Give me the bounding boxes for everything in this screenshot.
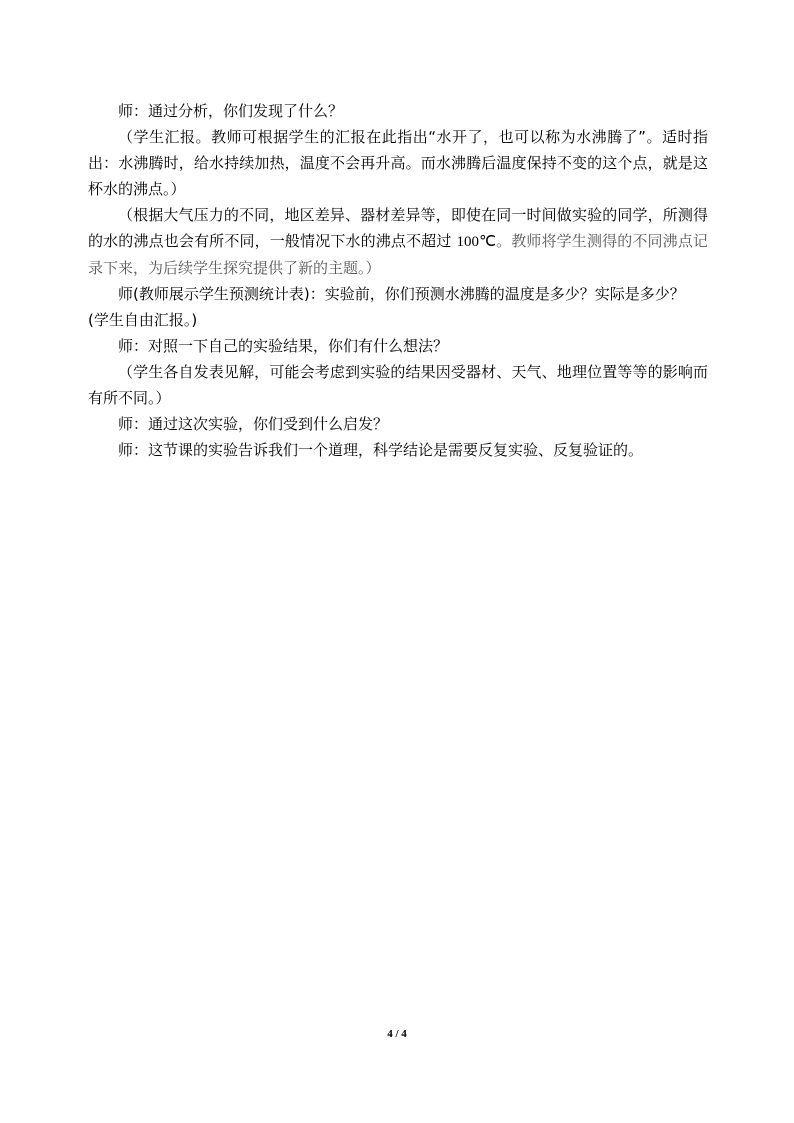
paragraph-boiling-point-variation: （根据大气压力的不同，地区差异、器材差异等，即使在同一时间做实验的同学，所测得的水的沸点也会有所不同，一般情况下水的沸点不超过 100℃。教师将学生测得的不同沸点记录下来，为后续学生探究提供了新的主题。） bbox=[88, 206, 708, 277]
paragraph-teacher-question-analysis: 师：通过分析，你们发现了什么？ bbox=[118, 102, 344, 120]
teacher-note-text: 。教师将学生测得的不同沸点记录下来，为后续学生探究提供了新的主题。） bbox=[88, 232, 708, 277]
paragraph-teacher-conclusion: 师：这节课的实验告诉我们一个道理，科学结论是需要反复实验、反复验证的。 bbox=[118, 441, 644, 459]
paragraph-teacher-inspiration: 师：通过这次实验，你们受到什么启发？ bbox=[118, 415, 389, 433]
paragraph-student-report-boiling: （学生汇报。教师可根据学生的汇报在此指出“水开了，也可以称为水沸腾了”。适时指出：水沸腾时，给水持续加热，温度不会再升高。而水沸腾后温度保持不变的这个点，就是这杯水的沸点。） bbox=[88, 128, 708, 198]
paragraph-student-opinions: （学生各自发表见解，可能会考虑到实验的结果因受器材、天气、地理位置等等的影响而有所不同。） bbox=[88, 363, 708, 407]
paragraph-teacher-prediction-table: 师(教师展示学生预测统计表)：实验前，你们预测水沸腾的温度是多少？实际是多少？ bbox=[118, 285, 685, 303]
document-body bbox=[88, 98, 708, 463]
page-number: 4 / 4 bbox=[387, 1028, 407, 1040]
temperature-value: 100℃ bbox=[456, 234, 497, 250]
paragraph-student-free-report: (学生自由汇报。) bbox=[88, 311, 198, 329]
paragraph-teacher-compare-results: 师：对照一下自己的实验结果，你们有什么想法？ bbox=[118, 337, 449, 355]
